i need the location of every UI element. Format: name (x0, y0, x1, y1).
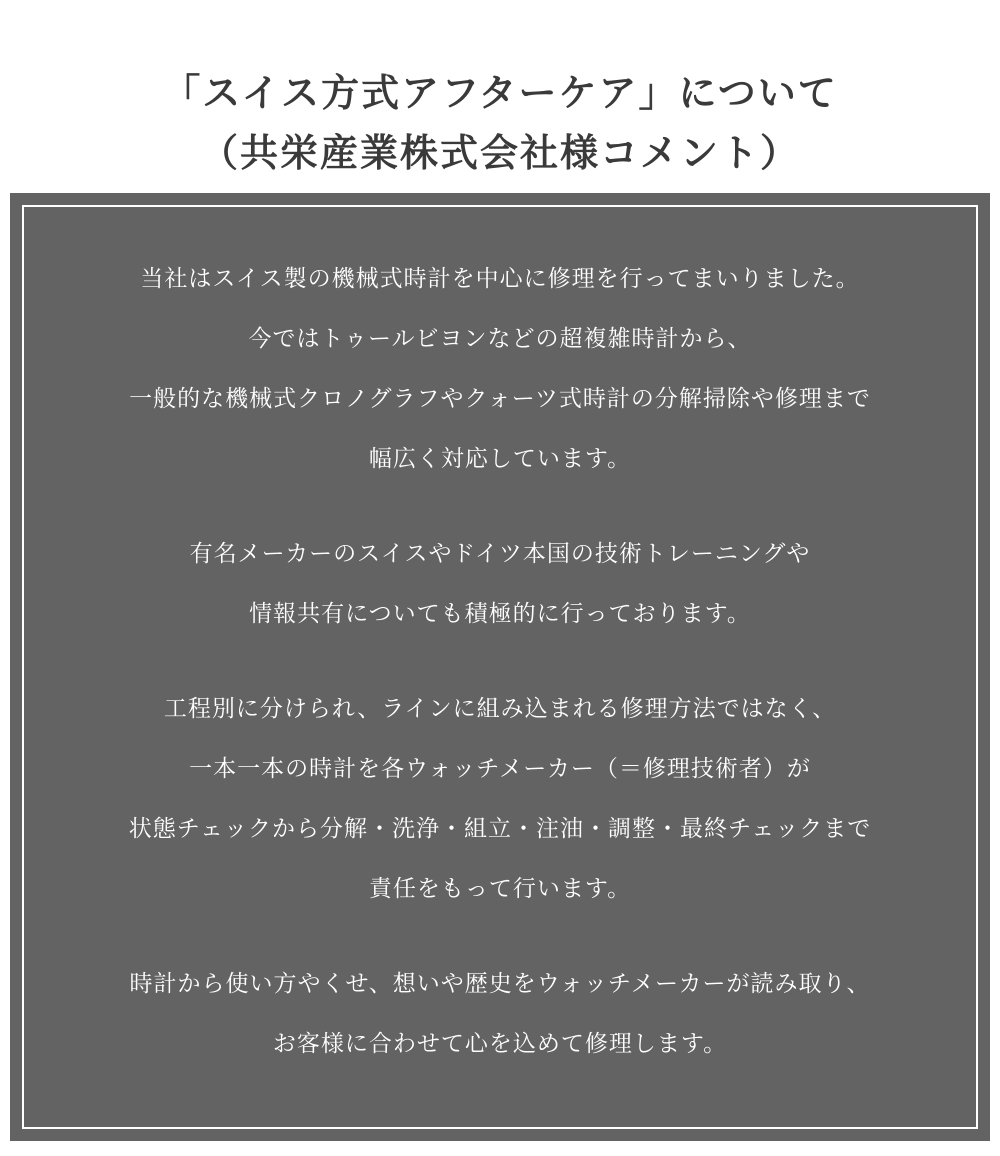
paragraph-customer-care (10, 954, 990, 1074)
text-line: 状態チェックから分解・洗浄・組立・注油・調整・最終チェックまで (128, 816, 872, 842)
paragraph-training (10, 524, 990, 644)
text-line: 情報共有についても積極的に行っております。 (249, 601, 751, 627)
text-line: お客様に合わせて心を込めて修理します。 (272, 1031, 728, 1057)
text-line: 有名メーカーのスイスやドイツ本国の技術トレーニングや (189, 541, 811, 567)
title-line-1: 「スイス方式アフターケア」について (162, 70, 838, 116)
text-line: 一般的な機械式クロノグラフやクォーツ式時計の分解掃除や修理まで (129, 386, 871, 412)
text-line: 当社はスイス製の機械式時計を中心に修理を行ってまいりました。 (140, 266, 860, 292)
comment-panel (10, 193, 990, 1141)
title-line-2: （共栄産業株式会社様コメント） (199, 130, 800, 176)
paragraph-repair-method (10, 679, 990, 919)
page-title (0, 63, 1000, 183)
text-line: 幅広く対応しています。 (368, 446, 632, 472)
comment-body (10, 249, 990, 1109)
text-line: 今ではトゥールビヨンなどの超複雑時計から、 (248, 326, 752, 352)
text-line: 一本一本の時計を各ウォッチメーカー（＝修理技術者）が (189, 756, 811, 782)
text-line: 責任をもって行います。 (368, 876, 632, 902)
text-line: 工程別に分けられ、ラインに組み込まれる修理方法ではなく、 (163, 696, 837, 722)
text-line: 時計から使い方やくせ、想いや歴史をウォッチメーカーが読み取り、 (129, 971, 871, 997)
paragraph-repair-history (10, 249, 990, 489)
